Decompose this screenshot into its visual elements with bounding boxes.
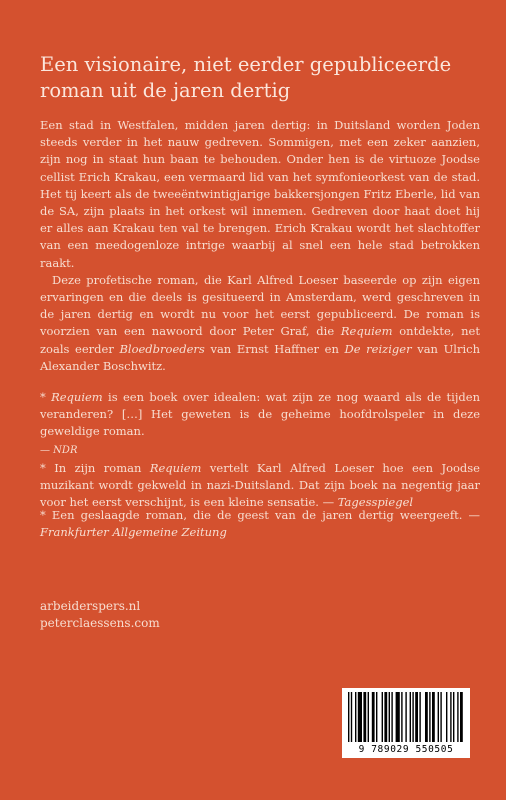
barcode-bar [391,692,392,742]
barcode-bar [355,692,356,742]
barcode-bar [405,692,406,742]
barcode-bar [415,692,418,742]
barcode-bar [425,692,428,742]
barcode-bar [446,692,447,742]
barcode-bar [382,692,383,742]
barcode-bars [342,688,470,746]
barcode-bar [438,692,439,742]
isbn-barcode [342,688,470,758]
barcode-bar [384,692,387,742]
quote-source: — NDR [40,444,78,456]
barcode-bar [363,692,366,742]
title-de-reiziger: De reiziger [344,341,412,356]
review-quote-ndr: * Requiem is een boek over idealen: wat zijn ze nog waard als de tijden veranderen? […] Het geweten is de geheime hoofdrolspeler in deze geweldige roman. — NDR [40,390,480,456]
barcode-bar [419,692,420,742]
blurb-paragraph-1: Een stad in Westfalen, midden jaren dertig: in Duitsland worden Joden steeds verder in het nauw gedreven. Sommigen, met een zeker aanzien, zijn nog in staat hun baan te behouden. Onder hen is de virtuoze Joodse cellist Erich Krakau, een vermaard lid van het symfonieorkest van de stad. Het tij keert als de tweeëntwintigjarige bakkersjongen Fritz Eberle, lid van de SA, zijn plaats in het orkest wil innemen. Gedreven door haat doet hij er alles aan Krakau ten val te brengen. Erich Krakau wordt het slachtoffer van een meedogenloze intrige waarbij al snel een hele stad betrokken raakt. [40,118,480,270]
barcode-bar [450,692,451,742]
headline: Een visionaire, niet eerder gepubliceerde roman uit de jaren dertig [40,53,452,102]
blurb [40,117,480,375]
barcode-bar [348,692,349,742]
barcode-bar [389,692,390,742]
barcode-bar [376,692,377,742]
review-quote-tagesspiegel: * In zijn roman Requiem vertelt Karl Alfred Loeser hoe een Joodse muzikant wordt gekweld in nazi-Duitsland. Dat zijn boek na negentig jaar voor het eerst verschijnt, is een kleine sensatie. — Tagesspiegel [40,461,480,510]
asterisk-mark: * [40,461,46,475]
barcode-bar [453,692,454,742]
barcode-bar [460,692,463,742]
link-arbeiderspers[interactable]: arbeiderspers.nl [40,599,141,613]
barcode-bar [368,692,369,742]
barcode-bar [457,692,458,742]
barcode-bar [358,692,362,742]
quote-source: Frankfurter Allgemeine Zeitung [40,525,227,540]
barcode-bar [412,692,413,742]
barcode-bar [440,692,441,742]
barcode-bar [432,692,435,742]
barcode-bar [429,692,430,742]
asterisk-mark: * [40,508,46,522]
title-requiem: Requiem [149,461,202,475]
barcode-bar [401,692,402,742]
barcode-bar [351,692,352,742]
link-peterclaessens[interactable]: peterclaessens.com [40,616,160,630]
asterisk-mark: * [40,390,46,404]
title-requiem: Requiem [51,390,103,404]
title-bloedbroeders: Bloedbroeders [119,341,205,356]
publisher-links [40,598,160,632]
barcode-bar [396,692,400,742]
barcode-bar [372,692,375,742]
barcode-bar [410,692,411,742]
isbn-number: 9 789029 550505 [358,744,454,755]
quote-source: Tagesspiegel [337,495,414,510]
title-requiem: Requiem [340,324,393,339]
review-quote-faz: * Een geslaagde roman, die de geest van de jaren dertig weergeeft. — Frankfurter Allgemeine Zeitung [40,508,480,540]
blurb-paragraph-2: Deze profetische roman, die Karl Alfred Loeser baseerde op zijn eigen ervaringen en die deels is gesitueerd in Amsterdam, werd geschreven in de jaren dertig en wordt nu voor het eerst gepubliceerd. De roman is voorzien van een nawoord door Peter Graf, die Requiem ontdekte, net zoals eerder Bloedbroeders van Ernst Haffner en De reiziger van Ulrich Alexander Boschwitz. [40,272,480,373]
